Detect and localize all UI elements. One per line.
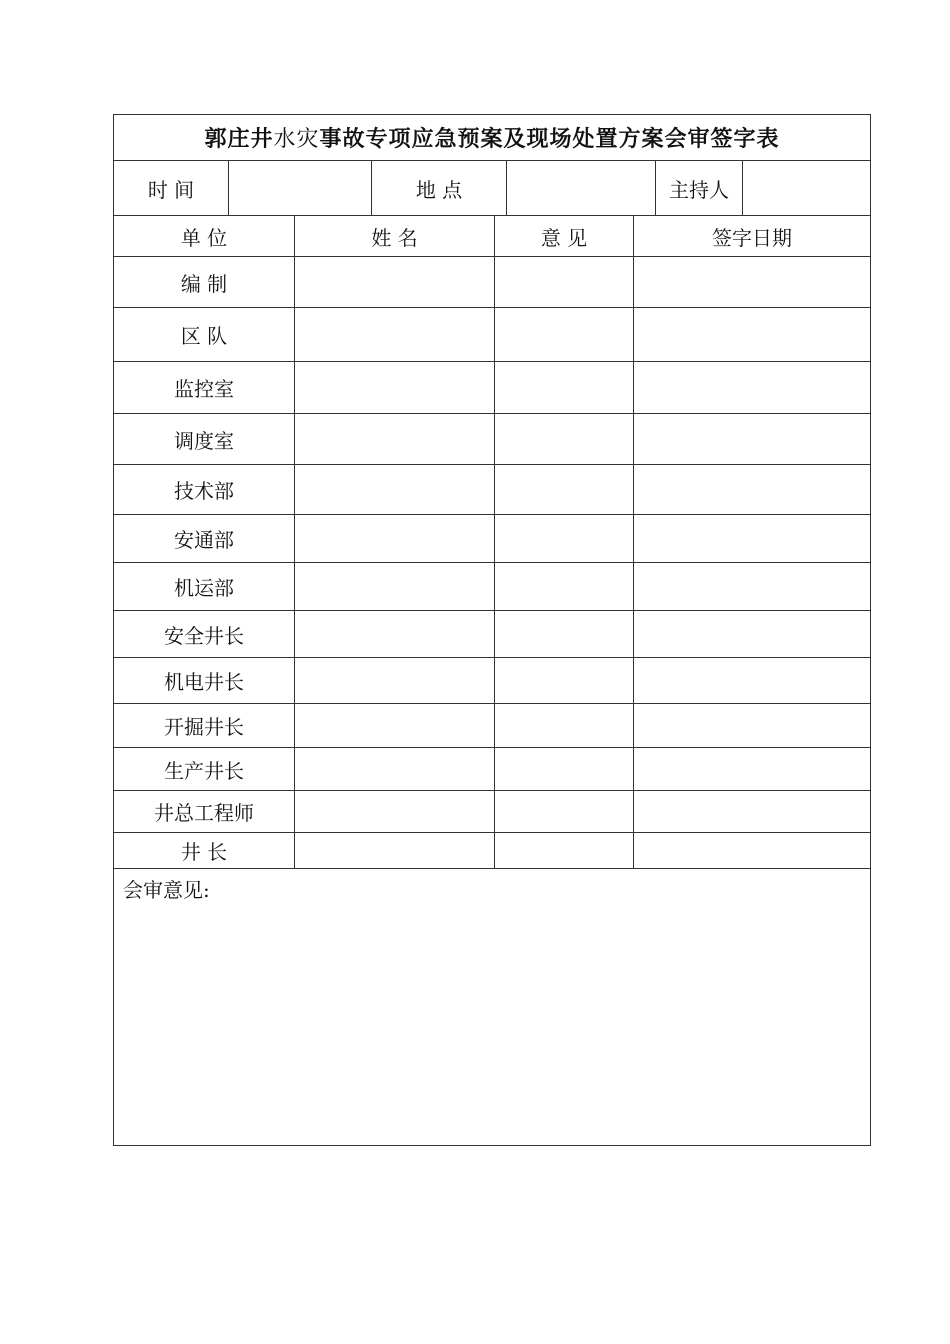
opinion-cell[interactable] xyxy=(495,704,634,747)
unit-cell: 安全井长 xyxy=(114,611,295,657)
sign-date-cell[interactable] xyxy=(634,414,870,464)
table-row xyxy=(114,791,870,833)
opinion-cell[interactable] xyxy=(495,414,634,464)
table-row xyxy=(114,414,870,465)
table-row xyxy=(114,658,870,704)
name-cell[interactable] xyxy=(295,748,495,790)
name-cell[interactable] xyxy=(295,414,495,464)
sign-date-cell[interactable] xyxy=(634,515,870,562)
time-field[interactable] xyxy=(229,161,371,215)
unit-cell: 调度室 xyxy=(114,414,295,464)
sign-table xyxy=(114,216,870,869)
unit-cell: 监控室 xyxy=(114,362,295,413)
opinion-cell[interactable] xyxy=(495,257,634,307)
host-field[interactable] xyxy=(743,161,870,215)
table-row xyxy=(114,362,870,414)
name-cell[interactable] xyxy=(295,465,495,514)
opinion-cell[interactable] xyxy=(495,465,634,514)
header-unit: 单 位 xyxy=(114,216,295,256)
table-row xyxy=(114,704,870,748)
opinion-cell[interactable] xyxy=(495,515,634,562)
unit-cell: 生产井长 xyxy=(114,748,295,790)
form-title xyxy=(114,115,870,161)
opinion-cell[interactable] xyxy=(495,362,634,413)
review-opinion-area[interactable] xyxy=(114,868,870,1145)
name-cell[interactable] xyxy=(295,791,495,832)
title-part-3: 事故专项应急预案及现场处置方案会审签字表 xyxy=(319,126,780,152)
title-part-1: 郭庄井 xyxy=(204,126,274,152)
name-cell[interactable] xyxy=(295,515,495,562)
table-row xyxy=(114,833,870,869)
name-cell[interactable] xyxy=(295,704,495,747)
sign-date-cell[interactable] xyxy=(634,704,870,747)
name-cell[interactable] xyxy=(295,563,495,610)
sign-date-cell[interactable] xyxy=(634,658,870,703)
sign-date-cell[interactable] xyxy=(634,563,870,610)
sign-off-form xyxy=(113,114,871,1146)
sign-date-cell[interactable] xyxy=(634,465,870,514)
table-row xyxy=(114,257,870,308)
header-name: 姓 名 xyxy=(295,216,495,256)
sign-date-cell[interactable] xyxy=(634,257,870,307)
header-opinion: 意 见 xyxy=(495,216,634,256)
sign-date-cell[interactable] xyxy=(634,308,870,361)
unit-cell: 机运部 xyxy=(114,563,295,610)
table-row xyxy=(114,563,870,611)
unit-cell: 区 队 xyxy=(114,308,295,361)
unit-cell: 开掘井长 xyxy=(114,704,295,747)
unit-cell: 安通部 xyxy=(114,515,295,562)
name-cell[interactable] xyxy=(295,308,495,361)
sign-date-cell[interactable] xyxy=(634,833,870,868)
review-opinion-label: 会审意见: xyxy=(123,878,210,902)
sign-date-cell[interactable] xyxy=(634,791,870,832)
unit-cell: 井 长 xyxy=(114,833,295,868)
table-header-row xyxy=(114,216,870,257)
opinion-cell[interactable] xyxy=(495,833,634,868)
sign-date-cell[interactable] xyxy=(634,748,870,790)
name-cell[interactable] xyxy=(295,658,495,703)
place-field[interactable] xyxy=(507,161,655,215)
table-row xyxy=(114,611,870,658)
opinion-cell[interactable] xyxy=(495,611,634,657)
unit-cell: 编 制 xyxy=(114,257,295,307)
name-cell[interactable] xyxy=(295,362,495,413)
time-label: 时 间 xyxy=(147,177,195,202)
host-label: 主持人 xyxy=(669,177,729,202)
title-part-2: 水灾 xyxy=(273,127,320,152)
sign-date-cell[interactable] xyxy=(634,611,870,657)
place-label: 地 点 xyxy=(415,177,463,202)
header-sign-date: 签字日期 xyxy=(712,225,792,250)
opinion-cell[interactable] xyxy=(495,791,634,832)
table-row xyxy=(114,465,870,515)
table-row xyxy=(114,748,870,791)
table-row xyxy=(114,515,870,563)
name-cell[interactable] xyxy=(295,833,495,868)
opinion-cell[interactable] xyxy=(495,748,634,790)
opinion-cell[interactable] xyxy=(495,563,634,610)
unit-cell: 技术部 xyxy=(114,465,295,514)
table-row xyxy=(114,308,870,362)
sign-date-cell[interactable] xyxy=(634,362,870,413)
opinion-cell[interactable] xyxy=(495,308,634,361)
name-cell[interactable] xyxy=(295,611,495,657)
name-cell[interactable] xyxy=(295,257,495,307)
unit-cell: 井总工程师 xyxy=(114,791,295,832)
opinion-cell[interactable] xyxy=(495,658,634,703)
meeting-info-row xyxy=(114,161,870,216)
unit-cell: 机电井长 xyxy=(114,658,295,703)
